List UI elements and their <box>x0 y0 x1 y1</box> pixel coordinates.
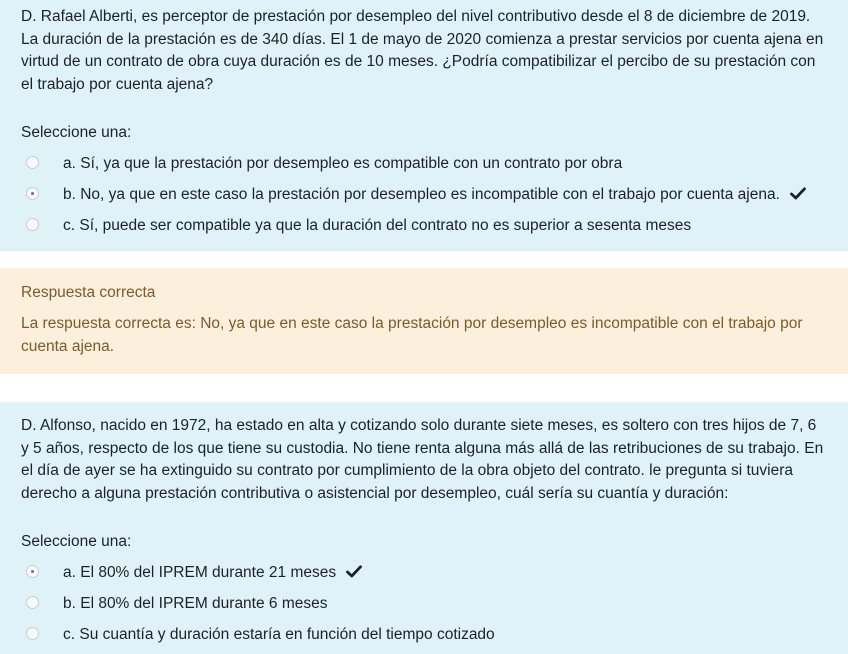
question-1-option-a[interactable] <box>21 148 827 179</box>
question-2-text: D. Alfonso, nacido en 1972, ha estado en alta y cotizando solo durante siete meses, es soltero con tres hijos de 7, 6 y 5 años, respecto de los que tiene su custodia. No tiene renta alguna más allá de las retribuciones de su trabajo. En el día de ayer se ha extinguido su contrato por cumplimiento de la obra objeto del contrato. le pregunta si tuviera derecho a alguna prestación contributiva o asistencial por desempleo, cuál sería su cuantía y duración: <box>21 417 824 502</box>
question-1 <box>0 0 848 251</box>
option-label: a. Sí, ya que la prestación por desempleo es compatible con un contrato por obra <box>63 155 623 172</box>
question-1-prompt: Seleccione una: <box>21 124 132 141</box>
feedback-text: La respuesta correcta es: No, ya que en este caso la prestación por desempleo es incompatible con el trabajo por cuenta ajena. <box>21 315 803 355</box>
radio-icon[interactable] <box>26 565 39 578</box>
question-2-options <box>21 557 827 650</box>
question-1-text: D. Rafael Alberti, es perceptor de prestación por desempleo del nivel contributivo desde el 8 de diciembre de 2019. La duración de la prestación es de 340 días. El 1 de mayo de 2020 comienza a prestar servicios por cuenta ajena en virtud de un contrato de obra cuya duración es de 10 meses. ¿Podría compatibilizar el percibo de su prestación con el trabajo por cuenta ajena? <box>21 8 824 93</box>
question-2-option-a[interactable] <box>21 557 827 588</box>
radio-icon[interactable] <box>26 218 39 231</box>
question-1-option-b[interactable] <box>21 179 827 210</box>
question-2 <box>0 402 848 654</box>
option-label: a. El 80% del IPREM durante 21 meses <box>63 564 337 581</box>
radio-icon[interactable] <box>26 596 39 609</box>
option-label: c. Su cuantía y duración estaría en función del tiempo cotizado <box>63 626 495 643</box>
feedback-panel <box>0 268 848 374</box>
radio-icon[interactable] <box>26 627 39 640</box>
question-2-option-b[interactable] <box>21 588 827 619</box>
feedback-title: Respuesta correcta <box>21 284 156 301</box>
radio-icon[interactable] <box>26 156 39 169</box>
question-1-option-c[interactable] <box>21 210 827 241</box>
radio-icon[interactable] <box>26 187 39 200</box>
question-2-prompt: Seleccione una: <box>21 533 132 550</box>
option-label: c. Sí, puede ser compatible ya que la duración del contrato no es superior a sesenta meses <box>63 217 692 234</box>
checkmark-icon <box>790 187 806 200</box>
option-label: b. No, ya que en este caso la prestación por desempleo es incompatible con el trabajo por cuenta ajena. <box>63 186 780 203</box>
question-2-option-c[interactable] <box>21 619 827 650</box>
question-1-options <box>21 148 827 241</box>
option-label: b. El 80% del IPREM durante 6 meses <box>63 595 328 612</box>
checkmark-icon <box>346 565 362 578</box>
